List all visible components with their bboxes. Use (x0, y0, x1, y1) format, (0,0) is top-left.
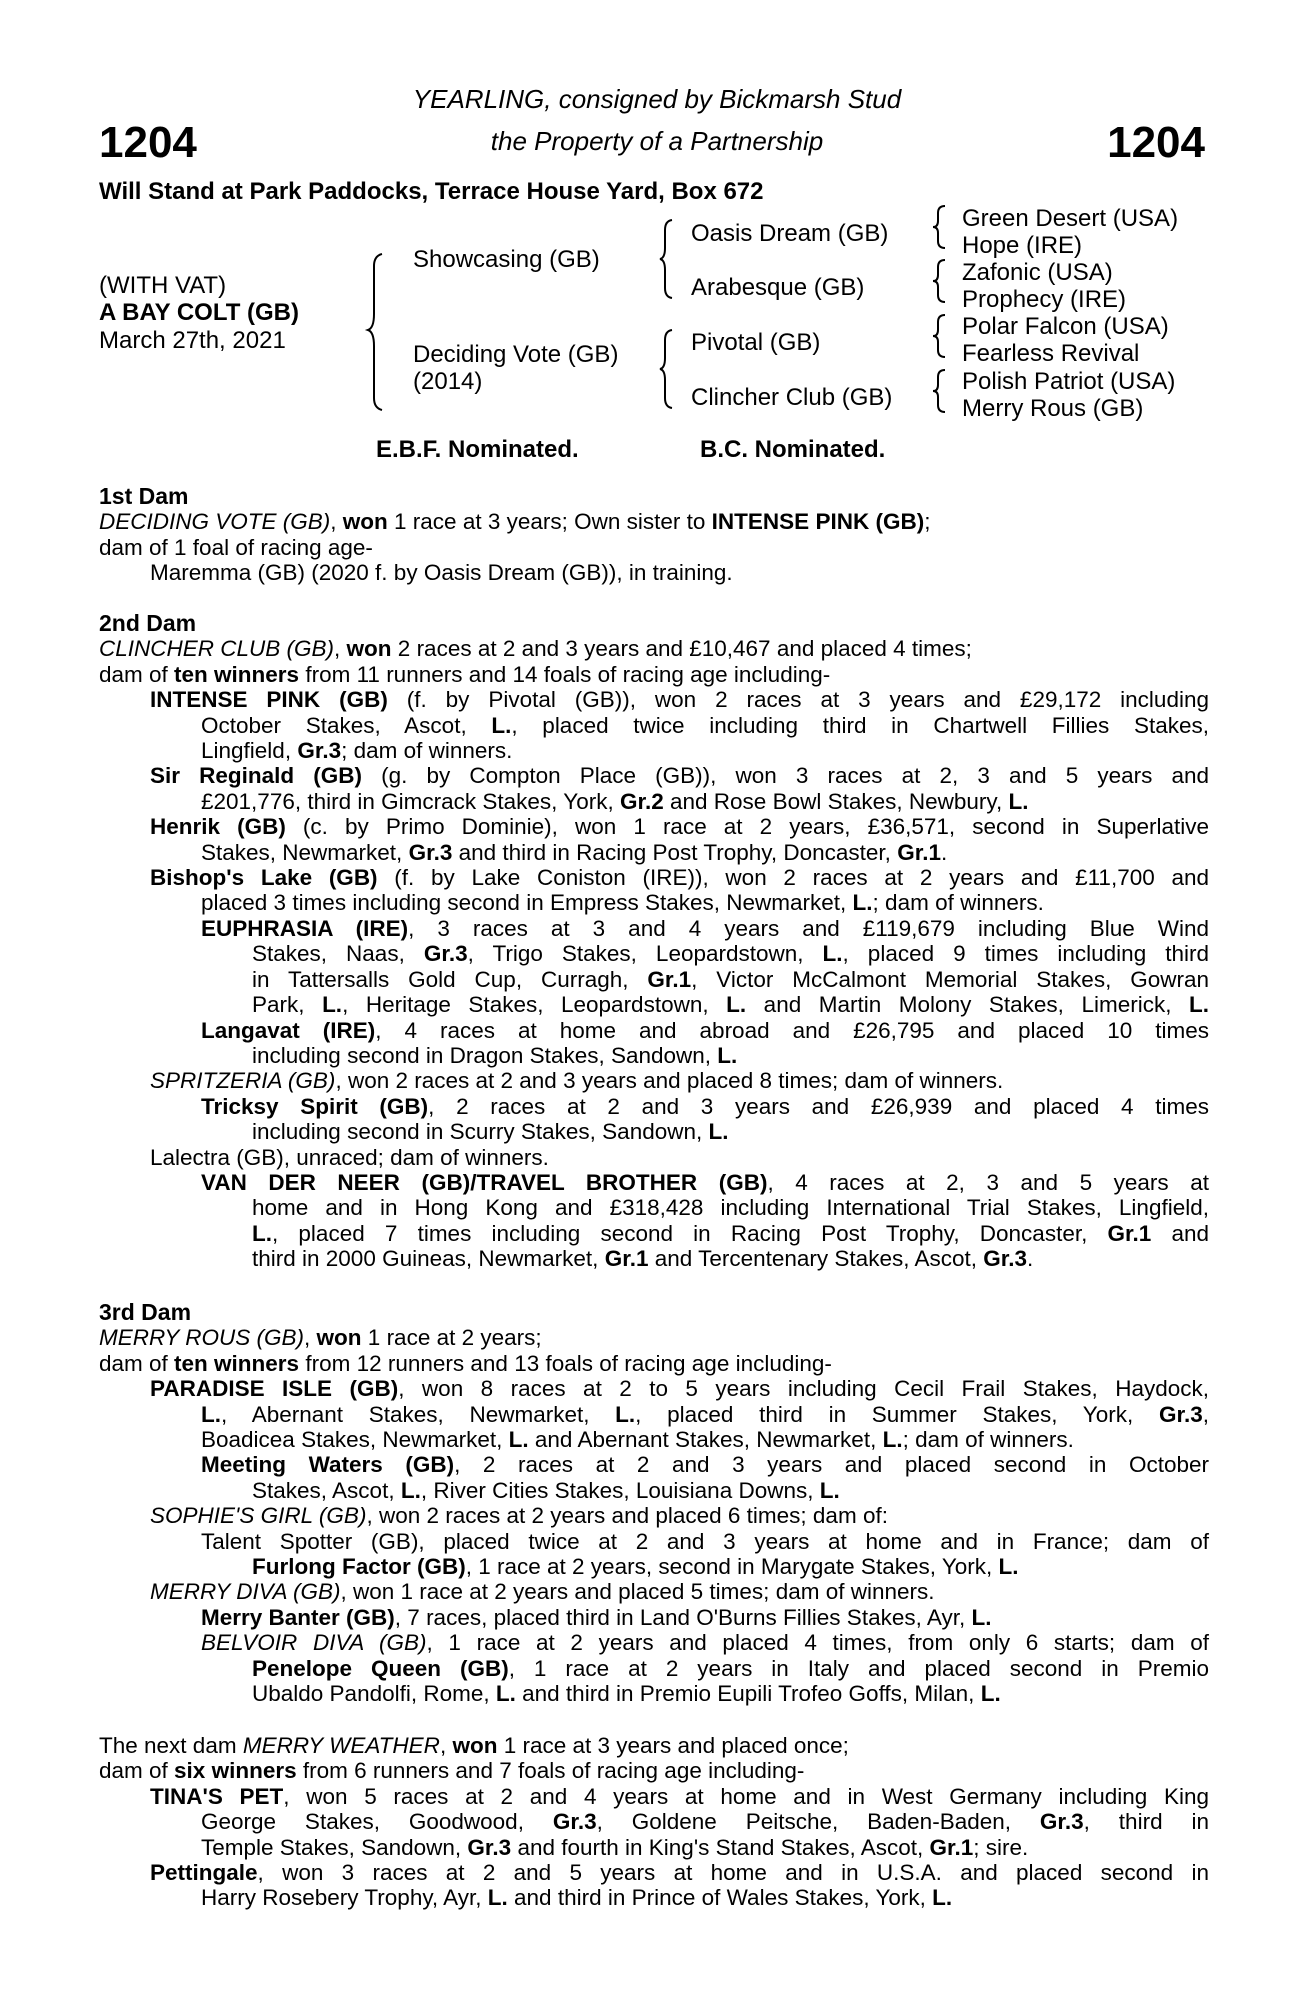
produce-entry-cont: Stakes, Naas, Gr.3, Trigo Stakes, Leopardstown, L., placed 9 times including third (252, 941, 1209, 967)
next-dam-line: The next dam MERRY WEATHER, won 1 race at 3 years and placed once; (99, 1733, 849, 1758)
produce-entry: INTENSE PINK (GB) (f. by Pivotal (GB)), won 2 races at 3 years and £29,172 including (150, 687, 1209, 713)
produce-entry: VAN DER NEER (GB)/TRAVEL BROTHER (GB), 4 races at 2, 3 and 5 years at (201, 1169, 1209, 1195)
produce-entry-cont: Harry Rosebery Trophy, Ayr, L. and third in Prince of Wales Stakes, York, L. (201, 1885, 953, 1911)
produce-entry: TINA'S PET, won 5 races at 2 and 4 years at home and in West Germany including King (150, 1783, 1209, 1809)
produce-entry-cont: home and in Hong Kong and £318,428 including International Trial Stakes, Lingfield, (252, 1195, 1209, 1221)
pedigree-brace-sire (660, 218, 680, 300)
dam-sire: Pivotal (GB) (691, 329, 821, 356)
produce-entry: Sir Reginald (GB) (g. by Compton Place (GB)), won 3 races at 2, 3 and 5 years and (150, 763, 1210, 789)
pedigree-brace-ds (933, 313, 949, 359)
sire-sire: Oasis Dream (GB) (691, 220, 889, 247)
dam: Deciding Vote (GB) (413, 341, 619, 368)
produce-entry-cont: Temple Stakes, Sandown, Gr.3 and fourth in King's Stand Stakes, Ascot, Gr.1; sire. (201, 1834, 1029, 1860)
produce-entry: MERRY DIVA (GB), won 1 race at 2 years and placed 5 times; dam of winners. (150, 1579, 935, 1605)
third-dam-produce-intro: dam of ten winners from 12 runners and 13 foals of racing age including- (99, 1350, 832, 1376)
second-dam-produce-intro: dam of ten winners from 11 runners and 14 foals of racing age including- (99, 661, 831, 687)
produce-entry: SPRITZERIA (GB), won 2 races at 2 and 3 years and placed 8 times; dam of winners. (150, 1068, 1004, 1094)
ss-dam: Hope (IRE) (962, 232, 1083, 259)
produce-entry-cont: £201,776, third in Gimcrack Stakes, York, Gr.2 and Rose Bowl Stakes, Newbury, L. (201, 788, 1029, 814)
produce-entry: Talent Spotter (GB), placed twice at 2 and 3 years at home and in France; dam of (201, 1528, 1209, 1554)
first-dam-produce-item: Maremma (GB) (2020 f. by Oasis Dream (GB)), in training. (150, 560, 733, 586)
produce-entry-cont: Boadicea Stakes, Newmarket, L. and Abernant Stakes, Newmarket, L.; dam of winners. (201, 1427, 1074, 1453)
produce-entry-cont: including second in Scurry Stakes, Sandown, L. (252, 1119, 729, 1145)
dam-foaled: (2014) (413, 368, 483, 395)
sire: Showcasing (GB) (413, 246, 600, 273)
produce-entry-cont: Lingfield, Gr.3; dam of winners. (201, 738, 513, 764)
produce-entry-cont: Stakes, Ascot, L., River Cities Stakes, Louisiana Downs, L. (252, 1477, 840, 1503)
produce-entry-cont: including second in Dragon Stakes, Sandown, L. (252, 1042, 738, 1068)
pedigree-brace-dd (933, 368, 949, 414)
produce-entry-cont: Park, L., Heritage Stakes, Leopardstown, L. and Martin Molony Stakes, Limerick, L. (252, 992, 1209, 1018)
produce-entry-cont: placed 3 times including second in Empress Stakes, Newmarket, L.; dam of winners. (201, 890, 1044, 916)
stand-location: Will Stand at Park Paddocks, Terrace House Yard, Box 672 (99, 178, 764, 205)
produce-entry-cont: George Stakes, Goodwood, Gr.3, Goldene Peitsche, Baden-Baden, Gr.3, third in (201, 1809, 1209, 1835)
ds-sire: Polar Falcon (USA) (962, 313, 1169, 340)
produce-entry-cont: Furlong Factor (GB), 1 race at 2 years, second in Marygate Stakes, York, L. (252, 1554, 1019, 1580)
next-dam-produce-intro: dam of six winners from 6 runners and 7 foals of racing age including- (99, 1758, 805, 1784)
produce-entry: Langavat (IRE), 4 races at home and abroad and £26,795 and placed 10 times (201, 1017, 1209, 1043)
produce-entry: EUPHRASIA (IRE), 3 races at 3 and 4 years and £119,679 including Blue Wind (201, 915, 1209, 941)
vat-label: (WITH VAT) (99, 272, 227, 299)
horse-name: A BAY COLT (GB) (99, 299, 300, 326)
sd-sire: Zafonic (USA) (962, 259, 1113, 286)
sire-dam: Arabesque (GB) (691, 274, 865, 301)
property-line: the Property of a Partnership (490, 126, 824, 156)
bc-nomination: B.C. Nominated. (700, 436, 886, 463)
ss-sire: Green Desert (USA) (962, 205, 1179, 232)
consignor-line: YEARLING, consigned by Bickmarsh Stud (412, 84, 902, 114)
produce-entry-cont: L., placed 7 times including second in Racing Post Trophy, Doncaster, Gr.1 and (252, 1220, 1210, 1246)
second-dam-line: CLINCHER CLUB (GB), won 2 races at 2 and 3 years and £10,467 and placed 4 times; (99, 636, 972, 662)
produce-entry: SOPHIE'S GIRL (GB), won 2 races at 2 years and placed 6 times; dam of: (150, 1503, 888, 1529)
produce-entry-cont: L., Abernant Stakes, Newmarket, L., placed third in Summer Stakes, York, Gr.3, (201, 1401, 1209, 1427)
ds-dam: Fearless Revival (962, 340, 1140, 367)
produce-entry: Bishop's Lake (GB) (f. by Lake Coniston (IRE)), won 2 races at 2 years and £11,700 and (150, 865, 1209, 891)
first-dam-produce-intro: dam of 1 foal of racing age- (99, 534, 373, 560)
ebf-nomination: E.B.F. Nominated. (376, 436, 579, 463)
produce-entry: Meeting Waters (GB), 2 races at 2 and 3 years and placed second in October (201, 1452, 1209, 1478)
second-dam-section (99, 611, 1209, 1272)
pedigree-brace-main (368, 252, 388, 412)
pedigree-brace-sd (933, 258, 949, 304)
third-dam-line: MERRY ROUS (GB), won 1 race at 2 years; (99, 1325, 542, 1351)
next-dam-section (99, 1733, 1209, 1911)
lot-number-right: 1204 (1107, 118, 1205, 167)
produce-entry: PARADISE ISLE (GB), won 8 races at 2 to 5 years including Cecil Frail Stakes, Haydock, (150, 1376, 1209, 1402)
first-dam-section (99, 484, 1209, 586)
dam-dam: Clincher Club (GB) (691, 384, 893, 411)
produce-entry: Penelope Queen (GB), 1 race at 2 years in Italy and placed second in Premio (252, 1655, 1209, 1681)
pedigree-brace-ss (933, 204, 949, 250)
dd-dam: Merry Rous (GB) (962, 395, 1144, 422)
first-dam-heading: 1st Dam (99, 483, 189, 509)
produce-entry: Pettingale, won 3 races at 2 and 5 years at home and in U.S.A. and placed second in (150, 1860, 1209, 1886)
produce-entry: Henrik (GB) (c. by Primo Dominie), won 1 race at 2 years, £36,571, second in Superlative (150, 814, 1210, 840)
lot-number-left: 1204 (99, 118, 197, 167)
produce-entry: BELVOIR DIVA (GB), 1 race at 2 years and placed 4 times, from only 6 starts; dam of (201, 1630, 1210, 1656)
first-dam-line: DECIDING VOTE (GB), won 1 race at 3 years; Own sister to INTENSE PINK (GB); (99, 509, 931, 535)
foaling-date: March 27th, 2021 (99, 327, 286, 354)
produce-entry: Merry Banter (GB), 7 races, placed third in Land O'Burns Fillies Stakes, Ayr, L. (201, 1604, 992, 1630)
produce-entry-cont: October Stakes, Ascot, L., placed twice including third in Chartwell Fillies Stakes, (201, 712, 1209, 738)
produce-entry-cont: in Tattersalls Gold Cup, Curragh, Gr.1, Victor McCalmont Memorial Stakes, Gowran (252, 966, 1209, 992)
sd-dam: Prophecy (IRE) (962, 286, 1127, 313)
pedigree-brace-dam (660, 328, 680, 410)
produce-entry-cont: third in 2000 Guineas, Newmarket, Gr.1 and Tercentenary Stakes, Ascot, Gr.3. (252, 1246, 1034, 1272)
third-dam-heading: 3rd Dam (99, 1299, 192, 1325)
second-dam-heading: 2nd Dam (99, 610, 197, 636)
produce-entry: Lalectra (GB), unraced; dam of winners. (150, 1144, 549, 1170)
dd-sire: Polish Patriot (USA) (962, 368, 1176, 395)
produce-entry-cont: Stakes, Newmarket, Gr.3 and third in Racing Post Trophy, Doncaster, Gr.1. (201, 839, 948, 865)
produce-entry-cont: Ubaldo Pandolfi, Rome, L. and third in Premio Eupili Trofeo Goffs, Milan, L. (252, 1681, 1001, 1707)
produce-entry: Tricksy Spirit (GB), 2 races at 2 and 3 years and £26,939 and placed 4 times (201, 1093, 1209, 1119)
third-dam-section (99, 1300, 1209, 1707)
